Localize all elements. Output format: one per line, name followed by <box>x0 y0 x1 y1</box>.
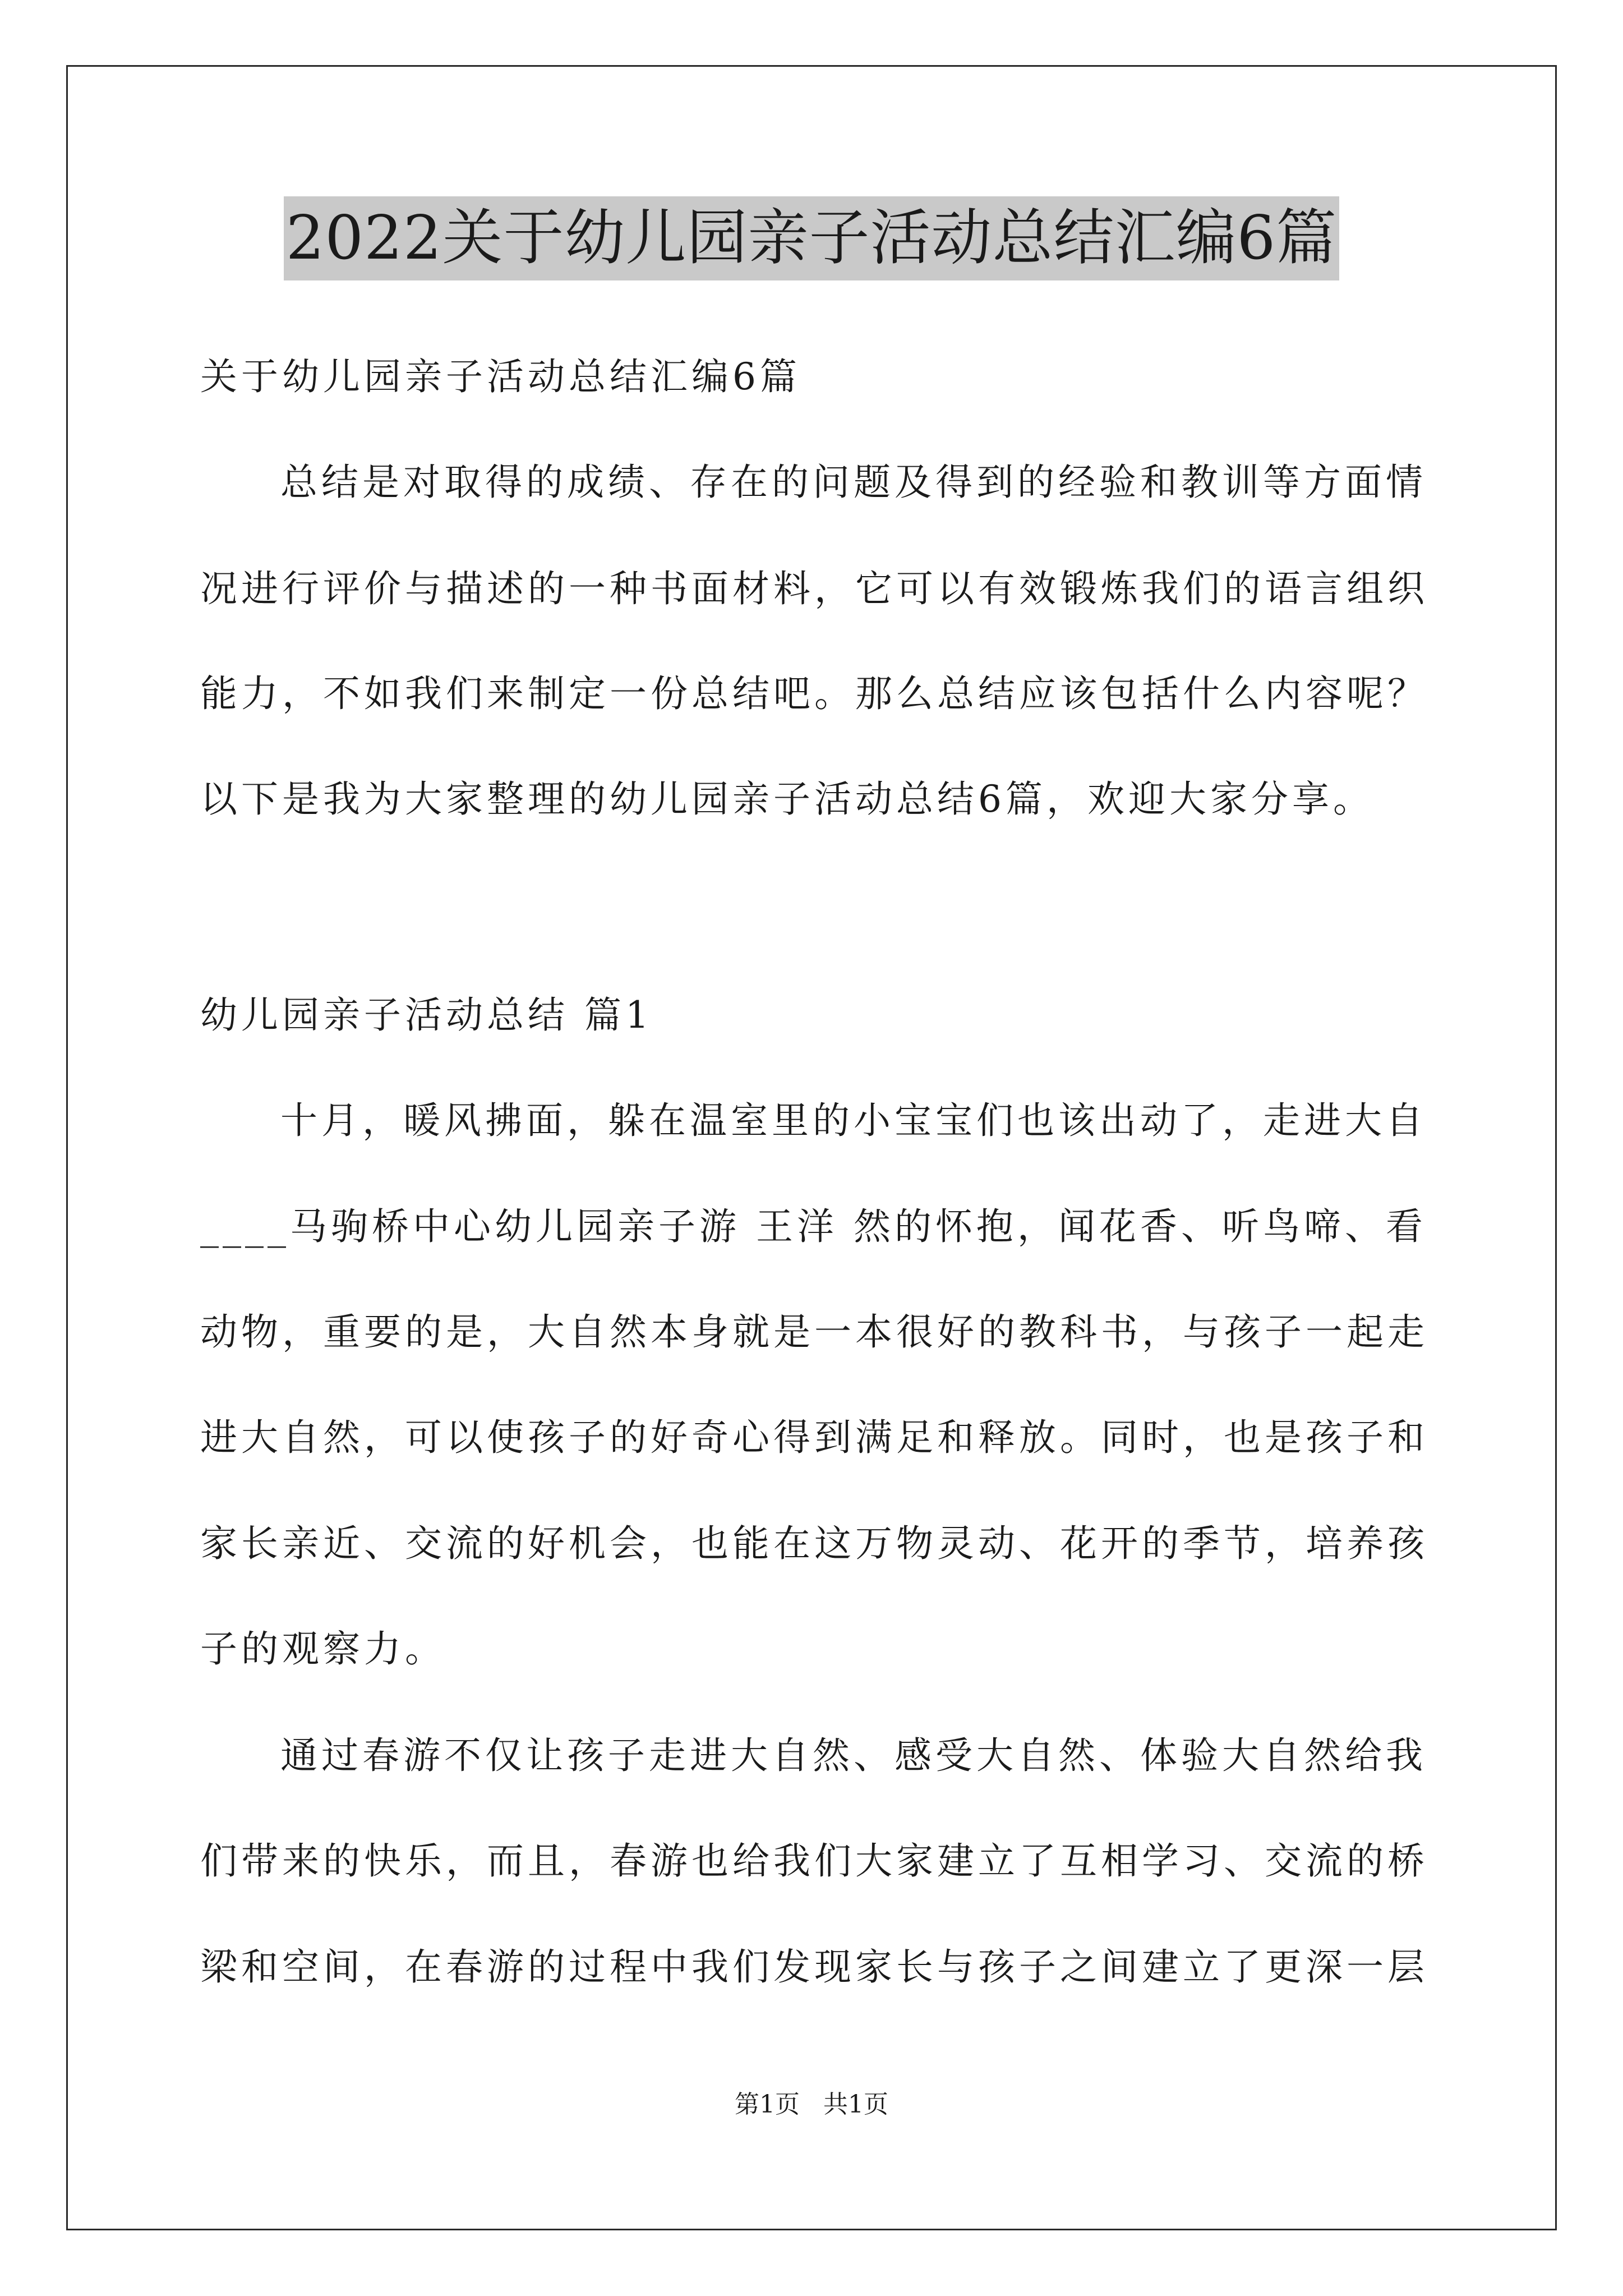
paragraph-line: 以下是我为大家整理的幼儿园亲子活动总结6篇，欢迎大家分享。 <box>200 777 1374 821</box>
title-container <box>0 196 1623 280</box>
paragraph-line: 能力，不如我们来制定一份总结吧。那么总结应该包括什么内容呢？ <box>200 672 1428 715</box>
document-subtitle: 关于幼儿园亲子活动总结汇编6篇 <box>200 355 801 398</box>
document-title: 2022关于幼儿园亲子活动总结汇编6篇 <box>284 196 1340 280</box>
paragraph-line: 子的观察力。 <box>200 1627 446 1671</box>
paragraph-line: ____马驹桥中心幼儿园亲子游 王洋 然的怀抱，闻花香、听鸟啼、看 <box>200 1205 1427 1248</box>
paragraph-line: 梁和空间，在春游的过程中我们发现家长与孩子之间建立了更深一层 <box>200 1945 1428 1989</box>
paragraph-line: 家长亲近、交流的好机会，也能在这万物灵动、花开的季节，培养孩 <box>200 1522 1428 1565</box>
paragraph-line: 们带来的快乐，而且，春游也给我们大家建立了互相学习、交流的桥 <box>200 1839 1428 1883</box>
paragraph-line: 总结是对取得的成绩、存在的问题及得到的经验和教训等方面情 <box>280 461 1427 504</box>
paragraph-line: 动物，重要的是，大自然本身就是一本很好的教科书，与孩子一起走 <box>200 1310 1428 1354</box>
section-heading: 幼儿园亲子活动总结 篇1 <box>200 993 653 1037</box>
paragraph-line: 十月，暖风拂面，躲在温室里的小宝宝们也该出动了，走进大自 <box>280 1099 1427 1142</box>
paragraph-line: 进大自然，可以使孩子的好奇心得到满足和释放。同时，也是孩子和 <box>200 1416 1428 1459</box>
paragraph-line: 通过春游不仅让孩子走进大自然、感受大自然、体验大自然给我 <box>280 1734 1427 1777</box>
paragraph-line: 况进行评价与描述的一种书面材料，它可以有效锻炼我们的语言组织 <box>200 567 1428 610</box>
page-footer: 第1页 共1页 <box>735 2090 888 2119</box>
